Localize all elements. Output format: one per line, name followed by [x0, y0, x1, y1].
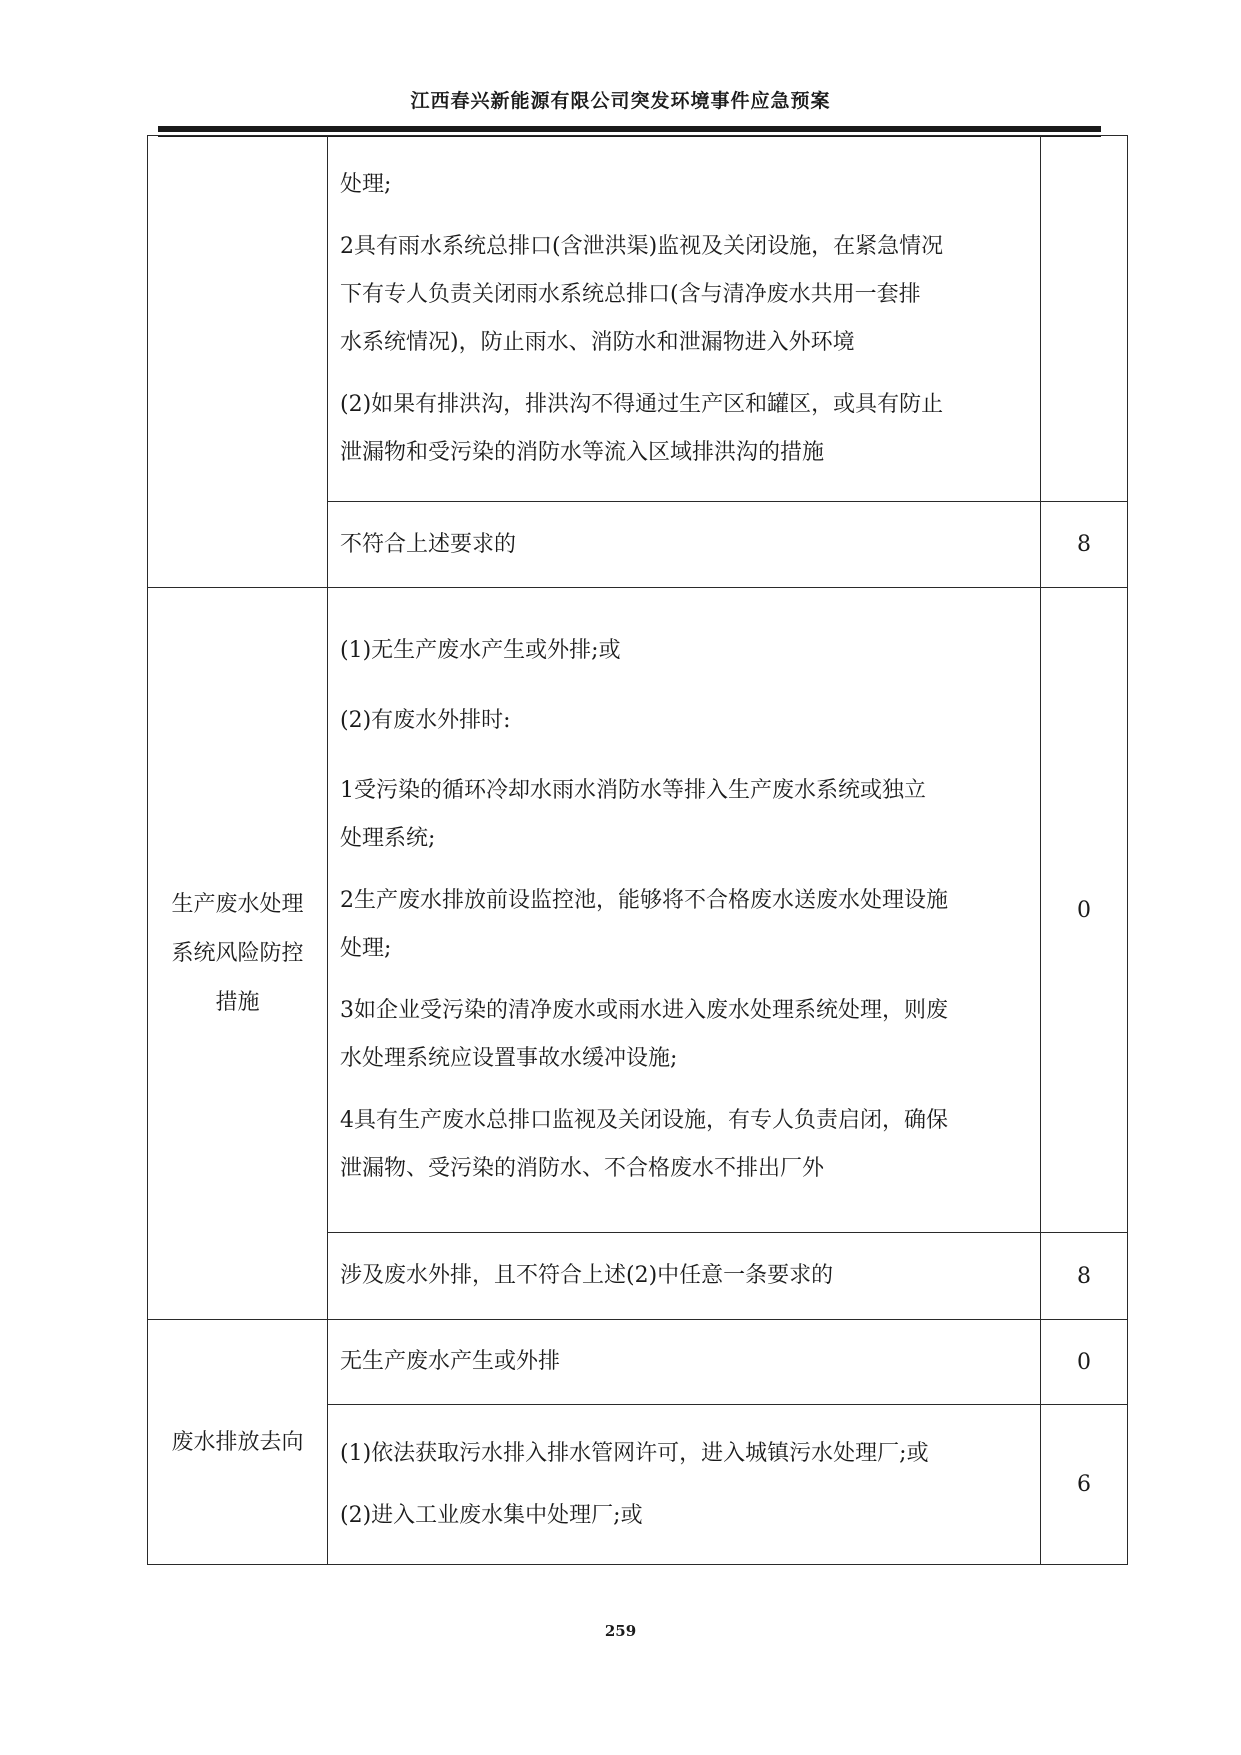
category-cell — [148, 588, 328, 1320]
content-line: 2具有雨水系统总排口(含泄洪渠)监视及关闭设施，在紧急情况 — [340, 233, 944, 259]
content-line: 2生产废水排放前设监控池，能够将不合格废水送废水处理设施 — [340, 888, 948, 913]
header-rule-thick — [158, 126, 1101, 132]
content-line: 1受污染的循环冷却水雨水消防水等排入生产废水系统或独立 — [340, 778, 926, 803]
content-line: 泄漏物和受污染的消防水等流入区域排洪沟的措施 — [340, 439, 825, 465]
content-line: 泄漏物、受污染的消防水、不合格废水不排出厂外 — [340, 1156, 825, 1181]
content-cell — [328, 588, 1041, 1233]
category-line: 生产废水处理 — [171, 892, 304, 917]
document-header-title: 江西春兴新能源有限公司突发环境事件应急预案 — [410, 90, 831, 112]
content-line: (2)有废水外排时: — [340, 708, 511, 733]
content-cell — [328, 136, 1041, 502]
content-line: 4具有生产废水总排口监视及关闭设施，有专人负责启闭，确保 — [340, 1108, 948, 1133]
content-line: (2)进入工业废水集中处理厂;或 — [340, 1502, 643, 1528]
table-row — [148, 588, 1128, 1233]
table-row — [148, 136, 1128, 502]
category-cell — [148, 1320, 328, 1565]
score-cell: 0 — [1041, 588, 1128, 1233]
score-cell: 8 — [1041, 1233, 1128, 1320]
category-line: 废水排放去向 — [171, 1429, 304, 1455]
content-line: 处理; — [340, 171, 392, 197]
table-row — [148, 1320, 1128, 1405]
content-line: 水处理系统应设置事故水缓冲设施; — [340, 1046, 678, 1071]
category-cell-empty — [148, 136, 328, 588]
content-line: 无生产废水产生或外排 — [340, 1349, 561, 1374]
page-number: 259 — [604, 1622, 637, 1640]
score-cell: 0 — [1041, 1320, 1128, 1405]
content-line: 处理; — [340, 936, 392, 961]
content-line: (1)无生产废水产生或外排;或 — [340, 638, 621, 663]
content-line: (2)如果有排洪沟，排洪沟不得通过生产区和罐区，或具有防止 — [340, 391, 944, 417]
content-line: 下有专人负责关闭雨水系统总排口(含与清净废水共用一套排 — [340, 281, 921, 307]
score-cell: 8 — [1041, 502, 1128, 588]
content-line: 3如企业受污染的清净废水或雨水进入废水处理系统处理，则废 — [340, 998, 948, 1023]
content-cell — [328, 1405, 1041, 1565]
content-line: 处理系统; — [340, 826, 436, 851]
assessment-table — [147, 135, 1128, 1565]
content-line: 不符合上述要求的 — [340, 531, 517, 557]
content-cell — [328, 502, 1041, 588]
content-line: (1)依法获取污水排入排水管网许可，进入城镇污水处理厂;或 — [340, 1440, 929, 1466]
score-cell-empty — [1041, 136, 1128, 502]
score-cell: 6 — [1041, 1405, 1128, 1565]
content-cell — [328, 1233, 1041, 1320]
content-line: 水系统情况)，防止雨水、消防水和泄漏物进入外环境 — [340, 329, 855, 355]
content-cell — [328, 1320, 1041, 1405]
content-line: 涉及废水外排，且不符合上述(2)中任意一条要求的 — [340, 1263, 834, 1288]
category-line: 系统风险防控 — [171, 941, 304, 966]
category-line: 措施 — [215, 990, 260, 1015]
